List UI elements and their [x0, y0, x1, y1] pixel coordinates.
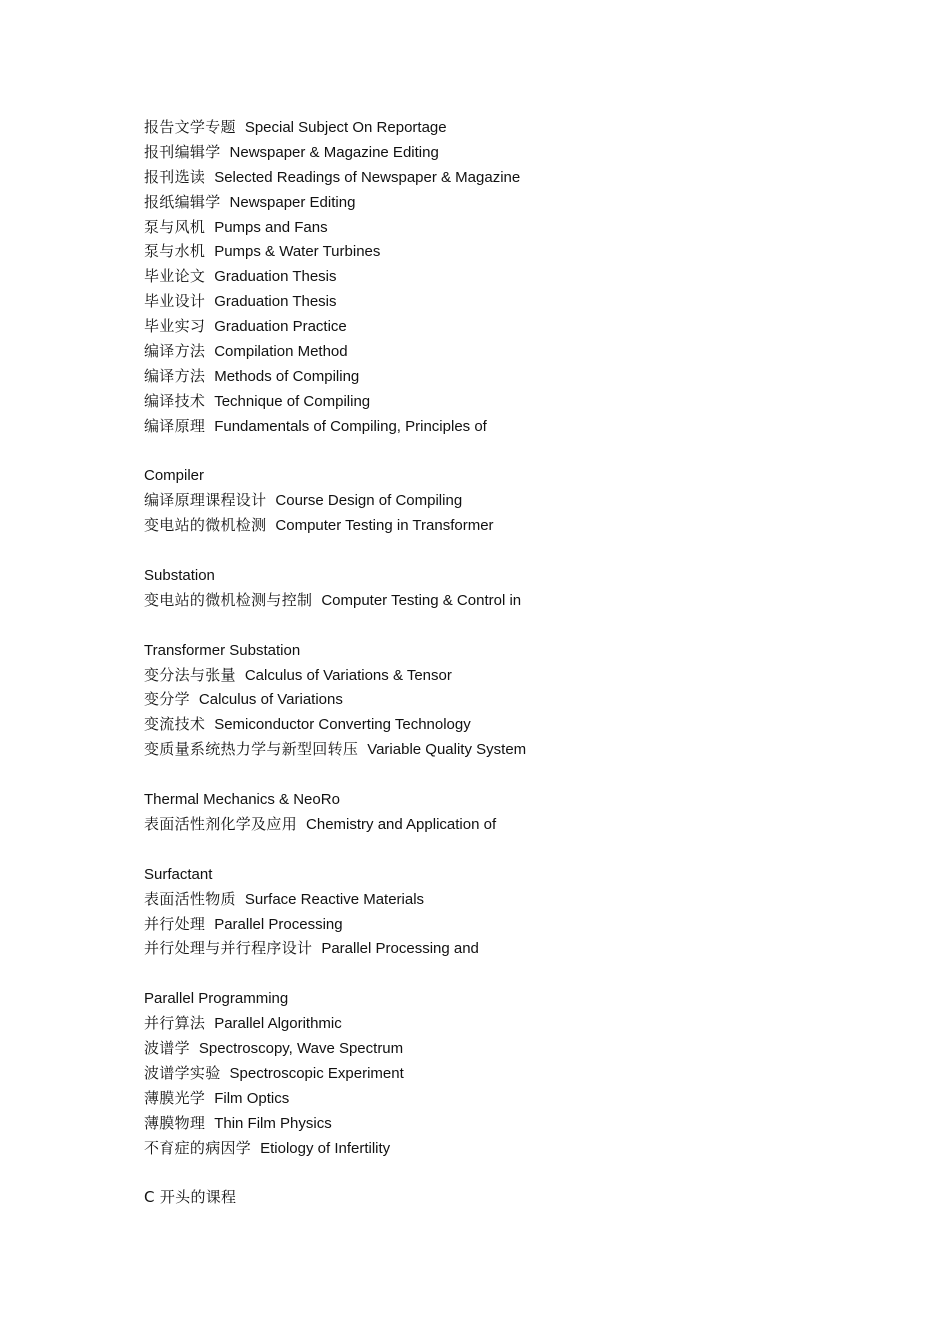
chinese-course-name: 变分法与张量: [144, 665, 236, 684]
english-course-name: Newspaper Editing: [229, 193, 356, 211]
course-entry: [144, 140, 904, 165]
english-course-name: Pumps and Fans: [214, 218, 328, 236]
english-course-name: Calculus of Variations: [198, 691, 343, 709]
english-course-name: Graduation Thesis: [214, 293, 337, 311]
chinese-course-name: 变分学: [144, 690, 190, 709]
english-course-name: Film Optics: [214, 1089, 290, 1107]
blank-line: [144, 613, 904, 638]
course-entry: [144, 588, 904, 613]
chinese-course-name: 编译原理: [144, 416, 206, 435]
blank-line: [144, 439, 904, 464]
chinese-course-name: 报刊编辑学: [144, 142, 221, 161]
course-entry: [144, 165, 904, 190]
course-entry: [144, 887, 904, 912]
english-course-name: Surfactant: [144, 865, 213, 883]
english-course-name: Substation: [144, 567, 215, 585]
english-course-name: Methods of Compiling: [214, 367, 360, 385]
chinese-course-name: 不育症的病因学: [144, 1138, 252, 1157]
course-entry: [144, 364, 904, 389]
chinese-course-name: 薄膜光学: [144, 1088, 206, 1107]
course-entry: [144, 314, 904, 339]
english-course-name: Variable Quality System: [367, 741, 527, 759]
english-course-name: Newspaper & Magazine Editing: [229, 143, 439, 161]
course-entry: [144, 712, 904, 737]
course-entry: [144, 488, 904, 513]
course-entry: [144, 215, 904, 240]
english-course-name: Graduation Practice: [214, 318, 347, 336]
english-course-name: Computer Testing in Transformer: [275, 517, 494, 535]
english-course-name: Transformer Substation: [144, 641, 301, 659]
chinese-course-name: 并行处理与并行程序设计: [144, 939, 313, 958]
course-entry: [144, 1111, 904, 1136]
chinese-course-name: 毕业设计: [144, 292, 206, 311]
course-entry: [144, 936, 904, 961]
chinese-course-name: 波谱学实验: [144, 1063, 221, 1082]
english-course-name: Computer Testing & Control in: [321, 591, 522, 609]
english-course-name: Spectroscopic Experiment: [229, 1064, 404, 1082]
course-entry: [144, 1061, 904, 1086]
english-course-name: Course Design of Compiling: [275, 492, 463, 510]
course-entry: [144, 1086, 904, 1111]
course-entry: [144, 986, 904, 1011]
blank-line: [144, 762, 904, 787]
chinese-course-name: 编译方法: [144, 342, 206, 361]
english-course-name: Spectroscopy, Wave Spectrum: [198, 1039, 404, 1057]
english-course-name: Compilation Method: [214, 343, 348, 361]
chinese-course-name: 编译技术: [144, 391, 206, 410]
course-entry: [144, 115, 904, 140]
course-entry: [144, 1136, 904, 1161]
blank-line: [144, 961, 904, 986]
english-course-name: Selected Readings of Newspaper & Magazine: [214, 168, 521, 186]
chinese-course-name: 毕业论文: [144, 267, 206, 286]
english-course-name: Pumps & Water Turbines: [214, 243, 381, 261]
english-course-name: Etiology of Infertility: [260, 1139, 391, 1157]
english-course-name: Parallel Processing: [214, 915, 343, 933]
chinese-course-name: 泵与风机: [144, 217, 206, 236]
chinese-course-name: 变电站的微机检测与控制: [144, 590, 313, 609]
chinese-course-name: 报告文学专题: [144, 118, 236, 136]
course-entry: [144, 289, 904, 314]
chinese-course-name: 报纸编辑学: [144, 192, 221, 211]
course-entry: [144, 264, 904, 289]
course-entry: [144, 912, 904, 937]
chinese-course-name: 并行算法: [144, 1014, 206, 1033]
blank-line: [144, 1160, 904, 1185]
english-course-name: Surface Reactive Materials: [244, 890, 425, 908]
course-entry: [144, 663, 904, 688]
course-entry: [144, 737, 904, 762]
chinese-course-name: 并行处理: [144, 914, 206, 933]
chinese-course-name: C 开头的课程: [144, 1188, 237, 1207]
english-course-name: Thermal Mechanics & NeoRo: [144, 791, 340, 809]
course-entry: [144, 513, 904, 538]
course-entry: [144, 812, 904, 837]
chinese-course-name: 变质量系统热力学与新型回转压: [144, 740, 359, 759]
course-entry: [144, 414, 904, 439]
chinese-course-name: 编译原理课程设计: [144, 491, 267, 510]
course-entry: [144, 463, 904, 488]
english-course-name: Thin Film Physics: [214, 1114, 332, 1132]
course-entry: [144, 190, 904, 215]
english-course-name: Special Subject On Reportage: [244, 119, 447, 136]
chinese-course-name: 泵与水机: [144, 242, 206, 261]
blank-line: [144, 538, 904, 563]
course-entry: [144, 389, 904, 414]
course-entry: [144, 1185, 904, 1210]
english-course-name: Technique of Compiling: [214, 392, 371, 410]
course-entry: [144, 787, 904, 812]
chinese-course-name: 薄膜物理: [144, 1113, 206, 1132]
chinese-course-name: 毕业实习: [144, 317, 206, 336]
english-course-name: Graduation Thesis: [214, 268, 337, 286]
english-course-name: Semiconductor Converting Technology: [214, 716, 471, 734]
blank-line: [144, 837, 904, 862]
course-entry: [144, 1011, 904, 1036]
course-entry: [144, 638, 904, 663]
english-course-name: Fundamentals of Compiling, Principles of: [214, 417, 487, 435]
english-course-name: Parallel Programming: [144, 990, 289, 1008]
course-entry: [144, 1036, 904, 1061]
english-course-name: Compiler: [144, 467, 205, 485]
english-course-name: Chemistry and Application of: [306, 815, 497, 833]
english-course-name: Parallel Processing and: [321, 940, 479, 958]
chinese-course-name: 变流技术: [144, 715, 206, 734]
english-course-name: Calculus of Variations & Tensor: [244, 666, 452, 684]
chinese-course-name: 表面活性物质: [144, 889, 236, 908]
chinese-course-name: 表面活性剂化学及应用: [144, 814, 298, 833]
chinese-course-name: 波谱学: [144, 1038, 190, 1057]
course-entry: [144, 687, 904, 712]
course-entry: [144, 563, 904, 588]
course-entry: [144, 239, 904, 264]
english-course-name: Parallel Algorithmic: [214, 1015, 342, 1033]
chinese-course-name: 编译方法: [144, 366, 206, 385]
course-list: [144, 115, 904, 1210]
course-entry: [144, 862, 904, 887]
course-entry: [144, 339, 904, 364]
chinese-course-name: 变电站的微机检测: [144, 516, 267, 535]
chinese-course-name: 报刊选读: [144, 167, 206, 186]
